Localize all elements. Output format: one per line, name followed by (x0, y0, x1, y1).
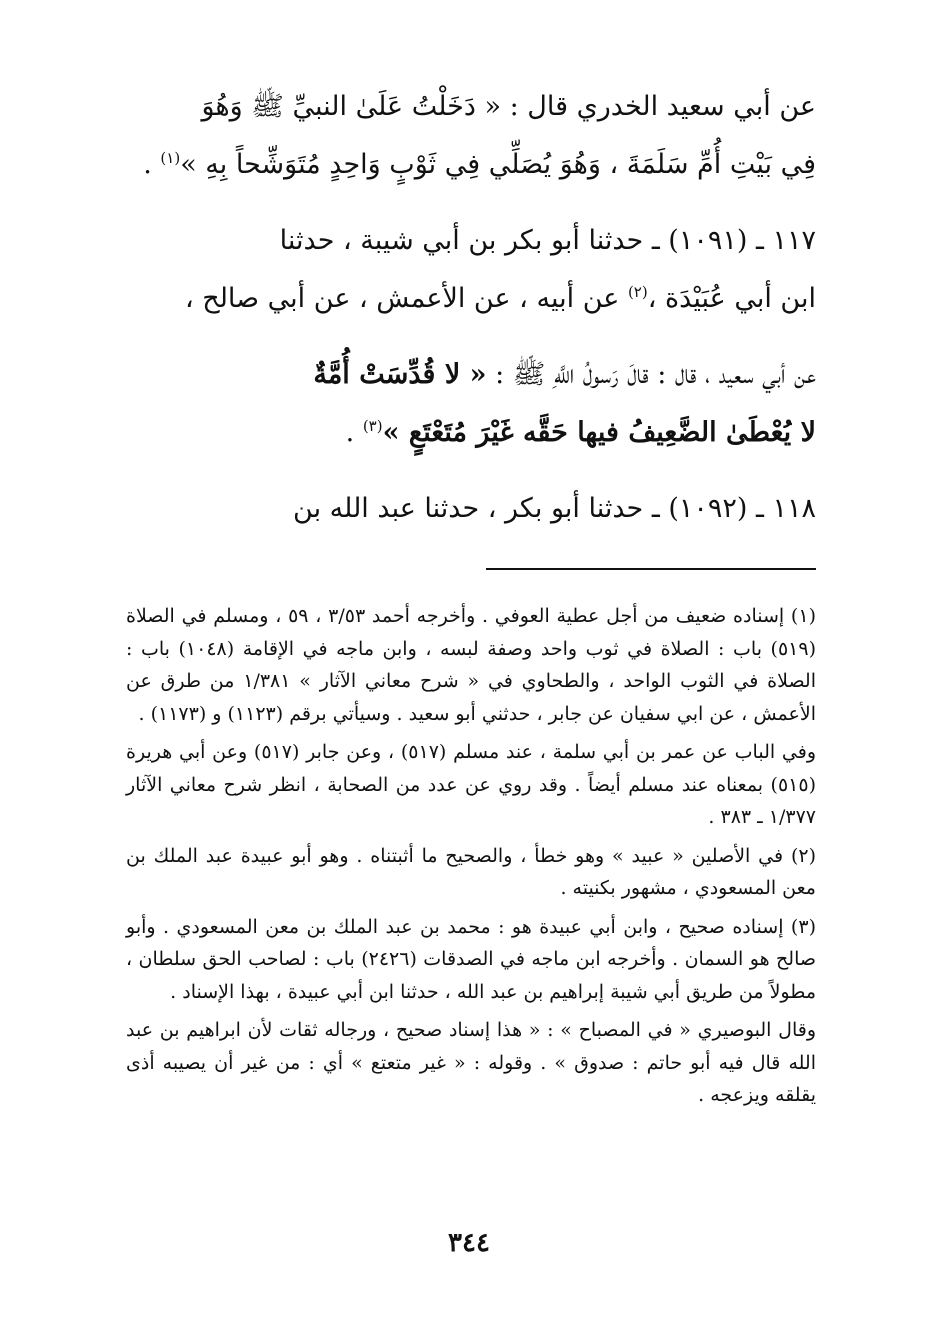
text-line: ١١٨ ـ (١٠٩٢) ـ حدثنا أبو بكر ، حدثنا عبد الله بن (293, 493, 816, 524)
text-line: ابن أبي عُبَيْدَة ، (647, 283, 816, 314)
footnote-3: (٣) إسناده صحيح ، وابن أبي عبيدة هو : محمد بن عبد الملك بن معن المسعودي . وأبو صالح هو السمان . وأخرجه ابن ماجه في الصدقات (٢٤٢٦) باب : لصاحب الحق سلطان ، مطولاً من طريق أبي شيبة إبراهيم بن عبد الله ، حدثنا ابن أبي عبيدة ، بهذا الإسناد . (126, 915, 816, 1003)
text-line: عن أبي سعيد الخدري قال : « دَخَلْتُ عَلَىٰ النبيِّ ﷺ وَهُوَ (201, 91, 816, 122)
hadith-paragraph-4 (126, 480, 816, 538)
hadith-quote: « لا قُدِّسَتْ أُمَّةٌ (313, 359, 487, 390)
text-line: . (345, 417, 363, 448)
page-number: ٣٤٤ (448, 1228, 490, 1258)
hadith-paragraph-1 (126, 78, 816, 194)
footnote-divider (486, 568, 816, 570)
footnote-2: (٢) في الأصلين « عبيد » وهو خطأ ، والصحيح ما أثبتناه . وهو أبو عبيدة عبد الملك بن معن المسعودي ، مشهور بكنيته . (126, 844, 816, 899)
footnote-ref: (١) (160, 149, 181, 167)
text-line: فِي بَيْتِ أُمِّ سَلَمَةَ ، وَهُوَ يُصَلِّي فِي ثَوْبٍ وَاحِدٍ مُتَوَشِّحاً بِهِ » (180, 149, 816, 180)
footnote-1-continued: وفي الباب عن عمر بن أبي سلمة ، عند مسلم (٥١٧) ، وعن جابر (٥١٧) وعن أبي هريرة (٥١٥) بمعناه عند مسلم أيضاً . وقد روي عن عدد من الصحابة ، انظر شرح معاني الآثار ١/٣٧٧ ـ ٣٨٣ . (126, 741, 816, 828)
footnotes (126, 600, 816, 1112)
hadith-paragraph-2 (126, 212, 816, 328)
main-text (126, 78, 816, 538)
hadith-paragraph-3 (126, 346, 816, 462)
hadith-quote: لا يُعْطَىٰ الضَّعِيفُ فيها حَقَّه غَيْرَ مُتَعْتَعٍ » (382, 417, 816, 448)
footnote-ref: (٢) (627, 283, 648, 301)
text-line: ١١٧ ـ (١٠٩١) ـ حدثنا أبو بكر بن أبي شيبة ، حدثنا (279, 225, 816, 256)
footnote-ref: (٣) (362, 417, 383, 435)
footnote-3-continued: وقال البوصيري « في المصباح » : « هذا إسناد صحيح ، ورجاله ثقات لأن ابراهيم بن عبد الله قال فيه أبو حاتم : صدوق » . وقوله : « غير متعتع » أي : من غير أن يصيبه أذى يقلقه ويزعجه . (126, 1019, 816, 1106)
footnote-1: (١) إسناده ضعيف من أجل عطية العوفي . وأخرجه أحمد ٣/٥٣ ، ٥٩ ، ومسلم في الصلاة (٥١٩) باب : الصلاة في ثوب واحد وصفة لبسه ، وابن ماجه في الإقامة (١٠٤٨) باب : الصلاة في الثوب الواحد ، والطحاوي في « شرح معاني الآثار » ١/٣٨١ من طرق عن الأعمش ، عن ابي سفيان عن جابر ، حدثني أبو سعيد . وسيأتي برقم (١١٢٣) و (١١٧٣) . (126, 605, 816, 725)
text-line: عن أبيه ، عن الأعمش ، عن أبي صالح ، (184, 283, 628, 314)
text-line: . (143, 149, 161, 180)
text-line: عن أبي سعيد ، قال : قالَ رَسولُ اللَّهِ ﷺ : (486, 359, 816, 390)
